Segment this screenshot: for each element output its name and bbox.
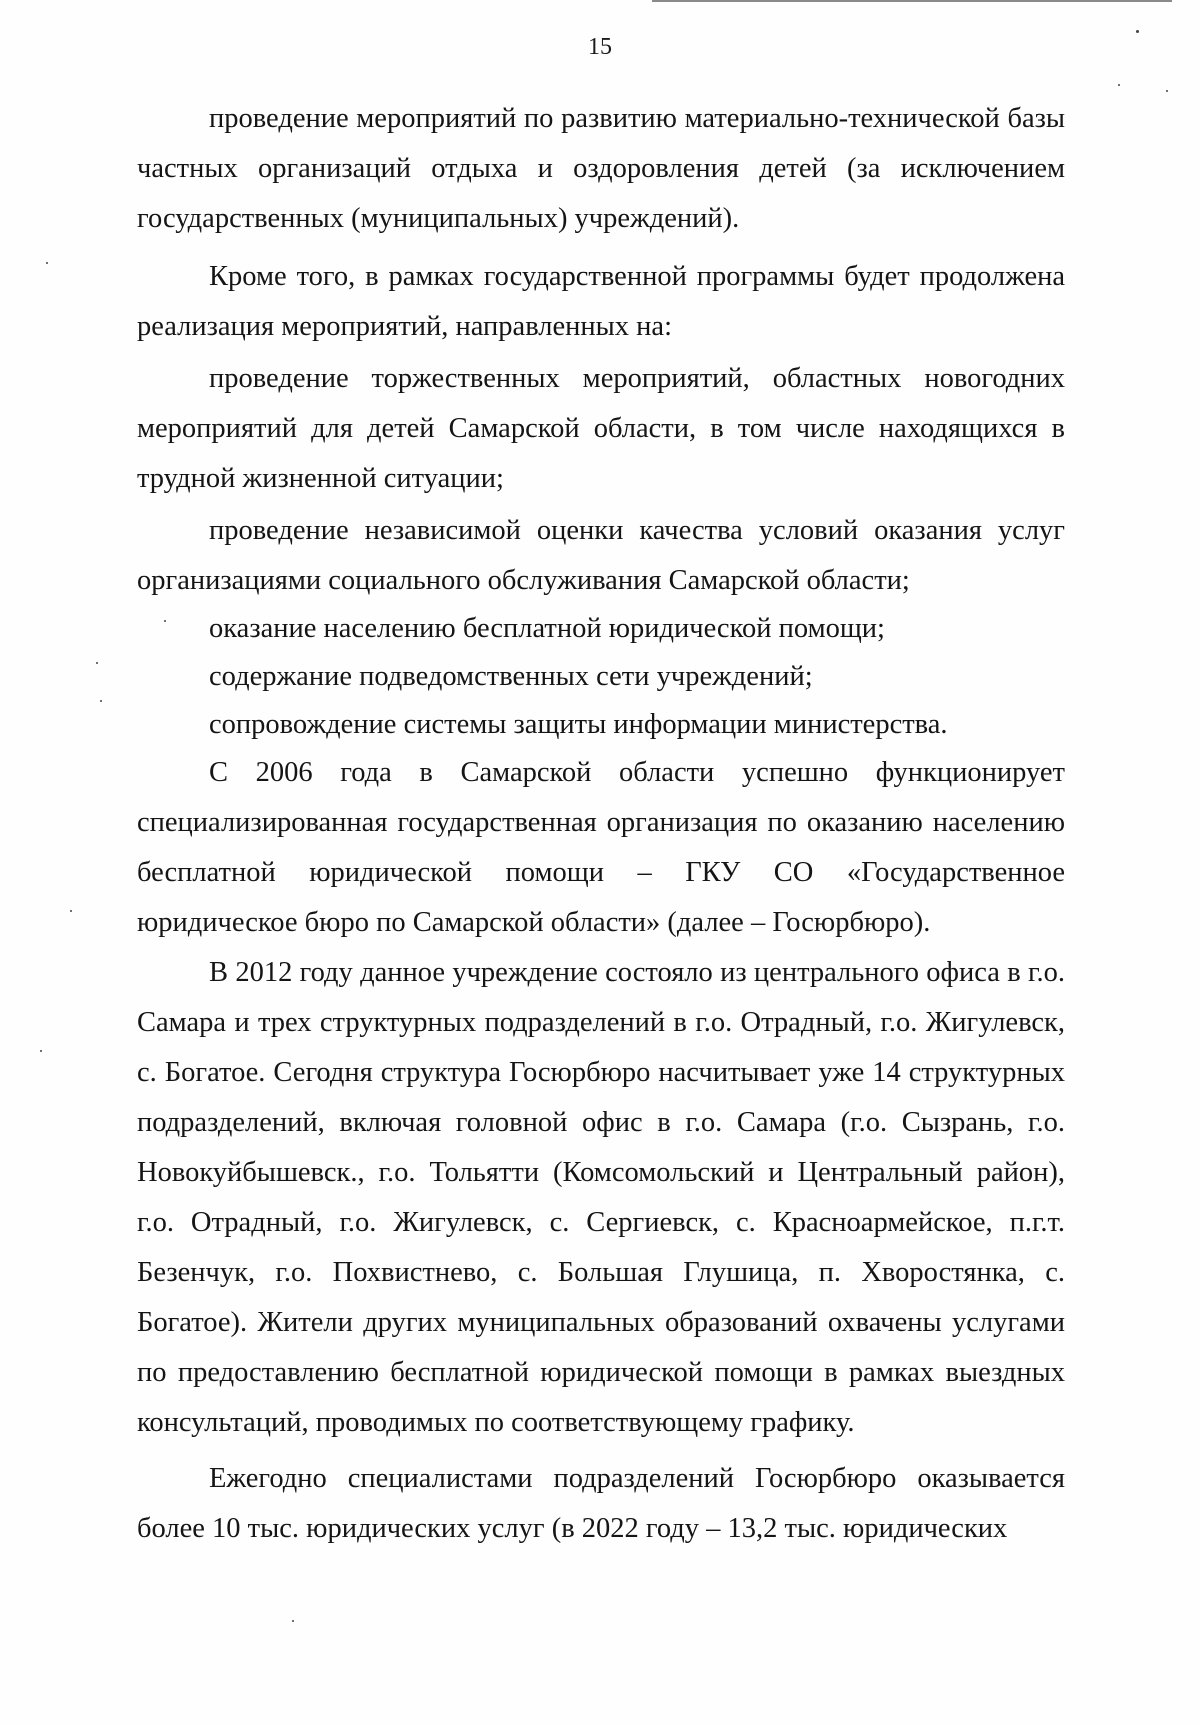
scan-edge-line [652, 0, 1172, 2]
scan-speck [40, 1050, 42, 1052]
paragraph-4: проведение независимой оценки качества условий оказания услуг организациями социального обслуживания Самарской области; [137, 515, 1065, 596]
scan-speck [1118, 84, 1120, 86]
paragraph-1: проведение мероприятий по развитию материально-технической базы частных организаций отдыха и оздоровления детей (за исключением государственных (муниципальных) учреждений). [137, 103, 1065, 234]
paragraph-2: Кроме того, в рамках государственной программы будет продолжена реализация мероприятий, направленных на: [137, 261, 1065, 342]
scan-speck [100, 700, 102, 702]
document-body [137, 94, 1065, 1554]
paragraph-9: В 2012 году данное учреждение состояло из центрального офиса в г.о. Самара и трех структурных подразделений в г.о. Отрадный, г.о. Жигулевск, с. Богатое. Сегодня структура Госюрбюро насчитывает уже 14 структурных подразделений, включая головной офис в г.о. Самара (г.о. Сызрань, г.о. Новокуйбышевск., г.о. Тольятти (Комсомольский и Центральный район), г.о. Отрадный, г.о. Жигулевск, с. Сергиевск, с. Красноармейское, п.г.т. Безенчук, г.о. Похвистнево, с. Большая Глушица, п. Хворостянка, с. Богатое). Жители других муниципальных образований охвачены услугами по предоставлению бесплатной юридической помощи в рамках выездных консультаций, проводимых по соответствующему графику. [137, 957, 1065, 1438]
paragraph-10: Ежегодно специалистами подразделений Госюрбюро оказывается более 10 тыс. юридических услуг (в 2022 году – 13,2 тыс. юридических [137, 1463, 1065, 1544]
page-number: 15 [588, 34, 612, 60]
paragraph-6: содержание подведомственных сети учреждений; [209, 661, 813, 692]
scan-speck [46, 262, 48, 264]
paragraph-3: проведение торжественных мероприятий, областных новогодних мероприятий для детей Самарской области, в том числе находящихся в трудной жизненной ситуации; [137, 363, 1065, 494]
scan-speck [1136, 30, 1139, 33]
scan-speck [70, 910, 72, 912]
scan-speck [96, 662, 98, 664]
scan-speck [292, 1620, 294, 1622]
scan-speck [1166, 90, 1168, 92]
paragraph-7: сопровождение системы защиты информации министерства. [209, 709, 948, 740]
paragraph-8: С 2006 года в Самарской области успешно функционирует специализированная государственная организация по оказанию населению бесплатной юридической помощи – ГКУ СО «Государственное юридическое бюро по Самарской области» (далее – Госюрбюро). [137, 757, 1065, 938]
scan-speck [164, 620, 166, 622]
paragraph-5: оказание населению бесплатной юридической помощи; [209, 613, 885, 644]
